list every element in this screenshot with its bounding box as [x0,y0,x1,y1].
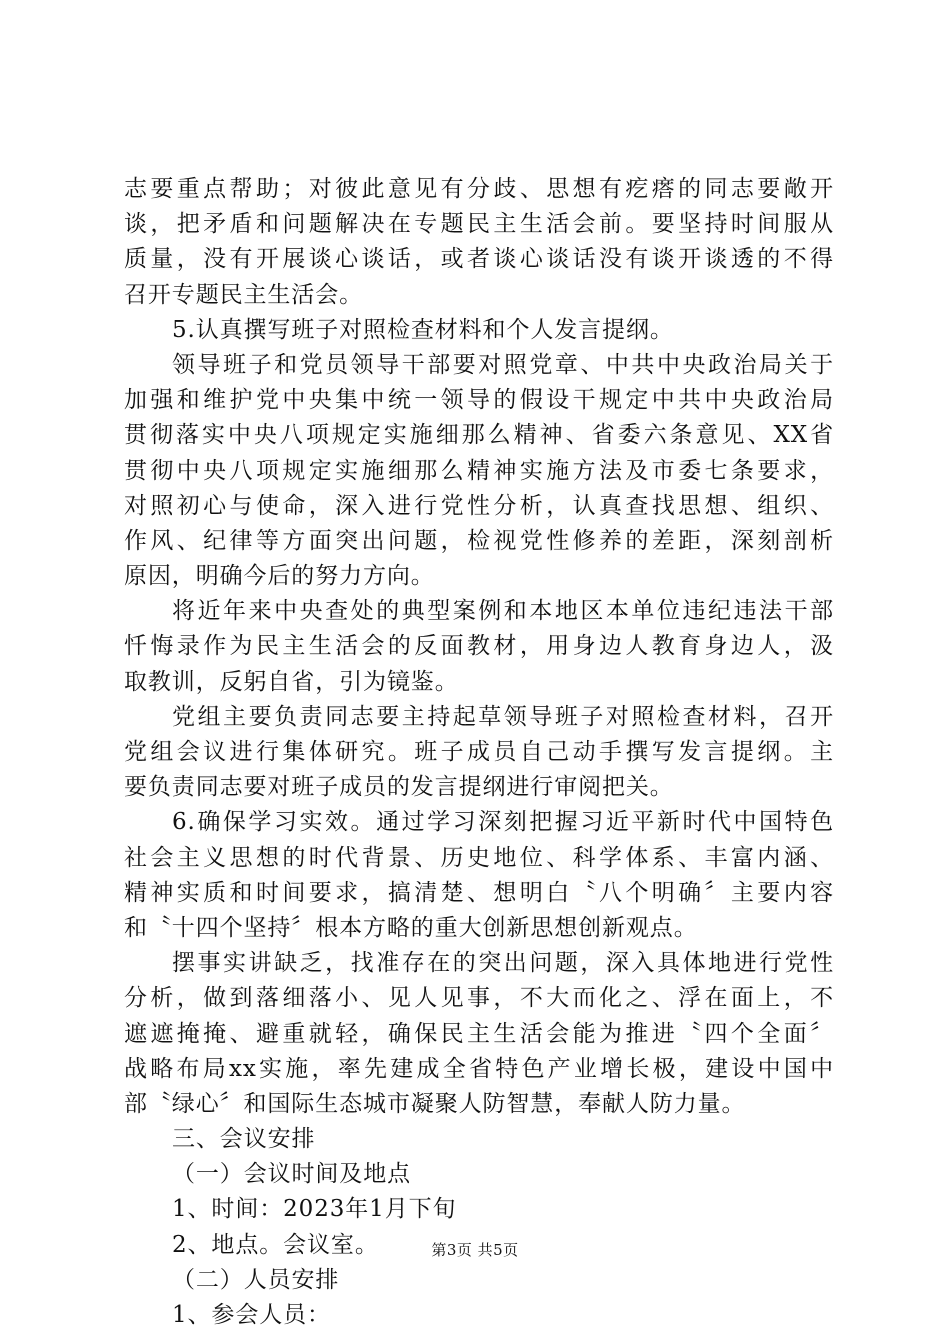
text-line: 对照初心与使命，深入进行党性分析，认真查找思想、组织、 [124,492,834,519]
text-line: 召开专题民主生活会。 [124,281,363,308]
text-line: 遮遮掩掩、避重就轻，确保民主生活会能为推进〝四个全面〞 [124,1020,834,1047]
section-heading: 三、会议安排 [172,1126,316,1153]
text-line: 社会主义思想的时代背景、历史地位、科学体系、丰富内涵、 [124,844,834,871]
text-line: 忏悔录作为民主生活会的反面教材，用身边人教育身边人，汲 [124,633,834,660]
text-line: 党组主要负责同志要主持起草领导班子对照检查材料，召开 [172,703,834,730]
text-line: 质量，没有开展谈心谈话，或者谈心谈话没有谈开谈透的不得 [124,246,834,273]
list-item: 2、地点。会议室。 [172,1231,379,1258]
text-line: 战略布局xx实施，率先建成全省特色产业增长极，建设中国中 [124,1055,834,1082]
document-body [124,172,834,1333]
text-line: 分析，做到落细落小、见人见事，不大而化之、浮在面上，不 [124,985,834,1012]
subsection-heading: （二）人员安排 [172,1266,340,1293]
section-heading: 5.认真撰写班子对照检查材料和个人发言提纲。 [172,316,674,343]
text-line: 领导班子和党员领导干部要对照党章、中共中央政治局关于 [172,351,834,378]
text-line: 谈，把矛盾和问题解决在专题民主生活会前。要坚持时间服从 [124,211,834,238]
text-line: 将近年来中央查处的典型案例和本地区本单位违纪违法干部 [172,598,834,625]
text-line: 原因，明确今后的努力方向。 [124,563,435,590]
text-line: 贯彻落实中央八项规定实施细那么精神、省委六条意见、XX省 [124,422,834,449]
subsection-heading: （一）会议时间及地点 [172,1161,411,1188]
text-line: 党组会议进行集体研究。班子成员自己动手撰写发言提纲。主 [124,739,834,765]
text-line: 志要重点帮助；对彼此意见有分歧、思想有疙瘩的同志要敞开 [124,176,834,202]
text-line: 取教训，反躬自省，引为镜鉴。 [124,668,459,695]
list-item: 1、参会人员： [172,1302,331,1328]
section-heading: 6.确保学习实效。通过学习深刻把握习近平新时代中国特色 [172,809,834,836]
text-line: 和〝十四个坚持〞根本方略的重大创新思想创新观点。 [124,914,698,941]
text-line: 部〝绿心〞和国际生态城市凝聚人防智慧，奉献人防力量。 [124,1090,746,1117]
text-line: 摆事实讲缺乏，找准存在的突出问题，深入具体地进行党性 [172,950,834,977]
list-item: 1、时间：2023年1月下旬 [172,1196,457,1223]
text-line: 加强和维护党中央集中统一领导的假设干规定中共中央政治局 [124,387,834,414]
text-line: 作风、纪律等方面突出问题，检视党性修养的差距，深刻剖析 [124,527,834,554]
text-line: 精神实质和时间要求，搞清楚、想明白〝八个明确〞主要内容 [124,879,834,906]
text-line: 要负责同志要对班子成员的发言提纲进行审阅把关。 [124,774,674,801]
page-footer: 第3页 共5页 [431,1241,519,1259]
text-line: 贯彻中央八项规定实施细那么精神实施方法及市委七条要求， [124,457,834,484]
